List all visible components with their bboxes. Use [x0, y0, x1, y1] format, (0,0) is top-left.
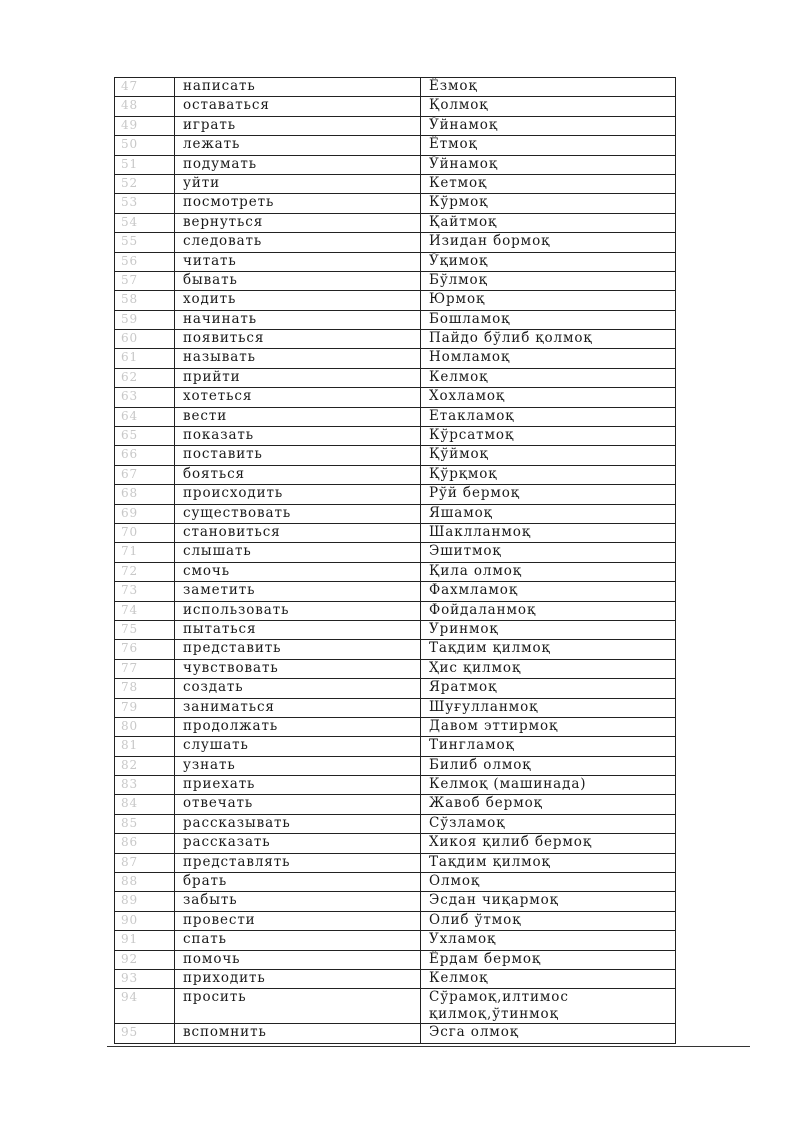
russian-word: рассказать: [175, 834, 421, 853]
row-number: 59: [115, 310, 175, 329]
russian-word: ходить: [175, 291, 421, 310]
uzbek-translation: Шаклланмоқ: [421, 523, 676, 542]
russian-word: играть: [175, 116, 421, 135]
uzbek-translation: Сўзламоқ: [421, 814, 676, 833]
russian-word: написать: [175, 78, 421, 97]
uzbek-translation: Рўй бермоқ: [421, 485, 676, 504]
row-number: 83: [115, 776, 175, 795]
russian-word: рассказывать: [175, 814, 421, 833]
uzbek-translation: Пайдо бўлиб қолмоқ: [421, 330, 676, 349]
table-row: [115, 873, 676, 892]
russian-word: становиться: [175, 523, 421, 542]
uzbek-translation: Билиб олмоқ: [421, 756, 676, 775]
russian-word: появиться: [175, 330, 421, 349]
uzbek-translation: Қайтмоқ: [421, 213, 676, 232]
russian-word: следовать: [175, 233, 421, 252]
row-number: 95: [115, 1024, 175, 1043]
table-row: [115, 291, 676, 310]
row-number: 64: [115, 407, 175, 426]
uzbek-translation: Келмоқ: [421, 368, 676, 387]
row-number: 80: [115, 717, 175, 736]
russian-word: приходить: [175, 969, 421, 988]
row-number: 67: [115, 465, 175, 484]
row-number: 69: [115, 504, 175, 523]
uzbek-translation: Кўрмоқ: [421, 194, 676, 213]
table-row: [115, 194, 676, 213]
row-number: 52: [115, 174, 175, 193]
uzbek-translation: Эсга олмоқ: [421, 1024, 676, 1043]
table-row: [115, 465, 676, 484]
uzbek-translation: Ётмоқ: [421, 136, 676, 155]
vocabulary-table-body: [115, 78, 676, 1044]
russian-word: помочь: [175, 950, 421, 969]
row-number: 47: [115, 78, 175, 97]
russian-word: посмотреть: [175, 194, 421, 213]
uzbek-translation: Кўрсатмоқ: [421, 427, 676, 446]
row-number: 63: [115, 388, 175, 407]
table-row: [115, 407, 676, 426]
uzbek-translation: Тақдим қилмоқ: [421, 640, 676, 659]
table-row: [115, 310, 676, 329]
uzbek-translation: Давом эттирмоқ: [421, 717, 676, 736]
uzbek-translation: Эшитмоқ: [421, 543, 676, 562]
russian-word: пытаться: [175, 620, 421, 639]
russian-word: слушать: [175, 737, 421, 756]
table-row: [115, 620, 676, 639]
russian-word: просить: [175, 989, 421, 1024]
table-row: [115, 834, 676, 853]
uzbek-translation: Кетмоқ: [421, 174, 676, 193]
table-row: [115, 737, 676, 756]
russian-word: уйти: [175, 174, 421, 193]
row-number: 54: [115, 213, 175, 232]
uzbek-translation: Ўйнамоқ: [421, 116, 676, 135]
uzbek-translation: Сўрамоқ,илтимос қилмоқ,ўтинмоқ: [421, 989, 676, 1024]
russian-word: лежать: [175, 136, 421, 155]
russian-word: узнать: [175, 756, 421, 775]
row-number: 58: [115, 291, 175, 310]
russian-word: показать: [175, 427, 421, 446]
bottom-rule: [107, 1046, 750, 1047]
uzbek-translation: Қолмоқ: [421, 97, 676, 116]
russian-word: существовать: [175, 504, 421, 523]
russian-word: приехать: [175, 776, 421, 795]
table-row: [115, 698, 676, 717]
uzbek-translation: Қила олмоқ: [421, 562, 676, 581]
table-row: [115, 892, 676, 911]
russian-word: начинать: [175, 310, 421, 329]
row-number: 57: [115, 271, 175, 290]
row-number: 78: [115, 679, 175, 698]
uzbek-translation: Қўрқмоқ: [421, 465, 676, 484]
uzbek-translation: Фахмламоқ: [421, 582, 676, 601]
table-row: [115, 349, 676, 368]
row-number: 91: [115, 931, 175, 950]
russian-word: чувствовать: [175, 659, 421, 678]
russian-word: заниматься: [175, 698, 421, 717]
russian-word: вернуться: [175, 213, 421, 232]
row-number: 73: [115, 582, 175, 601]
row-number: 85: [115, 814, 175, 833]
row-number: 87: [115, 853, 175, 872]
table-row: [115, 78, 676, 97]
uzbek-translation: Ёзмоқ: [421, 78, 676, 97]
table-row: [115, 155, 676, 174]
table-row: [115, 931, 676, 950]
russian-word: создать: [175, 679, 421, 698]
row-number: 94: [115, 989, 175, 1024]
russian-word: вести: [175, 407, 421, 426]
vocabulary-table: [114, 77, 676, 1044]
row-number: 53: [115, 194, 175, 213]
russian-word: смочь: [175, 562, 421, 581]
uzbek-translation: Келмоқ: [421, 969, 676, 988]
uzbek-translation: Яратмоқ: [421, 679, 676, 698]
table-row: [115, 795, 676, 814]
russian-word: продолжать: [175, 717, 421, 736]
uzbek-translation: Хохламоқ: [421, 388, 676, 407]
uzbek-translation: Ўқимоқ: [421, 252, 676, 271]
uzbek-translation: Номламоқ: [421, 349, 676, 368]
table-row: [115, 427, 676, 446]
uzbek-translation: Уринмоқ: [421, 620, 676, 639]
row-number: 81: [115, 737, 175, 756]
table-row: [115, 679, 676, 698]
row-number: 84: [115, 795, 175, 814]
russian-word: поставить: [175, 446, 421, 465]
table-row: [115, 485, 676, 504]
table-row: [115, 523, 676, 542]
russian-word: бояться: [175, 465, 421, 484]
row-number: 77: [115, 659, 175, 678]
table-row: [115, 330, 676, 349]
table-row: [115, 271, 676, 290]
table-row: [115, 911, 676, 930]
russian-word: происходить: [175, 485, 421, 504]
uzbek-translation: Келмоқ (машинада): [421, 776, 676, 795]
uzbek-translation: Шуғулланмоқ: [421, 698, 676, 717]
uzbek-translation: Бошламоқ: [421, 310, 676, 329]
row-number: 86: [115, 834, 175, 853]
uzbek-translation: Ёрдам бермоқ: [421, 950, 676, 969]
table-row: [115, 640, 676, 659]
table-row: [115, 717, 676, 736]
table-row: [115, 97, 676, 116]
table-row: [115, 368, 676, 387]
uzbek-translation: Тингламоқ: [421, 737, 676, 756]
table-row: [115, 814, 676, 833]
table-row: [115, 853, 676, 872]
russian-word: спать: [175, 931, 421, 950]
table-row: [115, 136, 676, 155]
table-row: [115, 252, 676, 271]
uzbek-translation: Бўлмоқ: [421, 271, 676, 290]
table-row: [115, 601, 676, 620]
row-number: 56: [115, 252, 175, 271]
uzbek-translation: Ҳис қилмоқ: [421, 659, 676, 678]
row-number: 71: [115, 543, 175, 562]
uzbek-translation: Яшамоқ: [421, 504, 676, 523]
uzbek-translation: Етакламоқ: [421, 407, 676, 426]
table-row: [115, 659, 676, 678]
table-row: [115, 446, 676, 465]
row-number: 92: [115, 950, 175, 969]
russian-word: бывать: [175, 271, 421, 290]
russian-word: читать: [175, 252, 421, 271]
table-row: [115, 543, 676, 562]
uzbek-translation: Ухламоқ: [421, 931, 676, 950]
table-row: [115, 1024, 676, 1043]
russian-word: представить: [175, 640, 421, 659]
row-number: 62: [115, 368, 175, 387]
row-number: 75: [115, 620, 175, 639]
uzbek-translation: Юрмоқ: [421, 291, 676, 310]
russian-word: брать: [175, 873, 421, 892]
russian-word: отвечать: [175, 795, 421, 814]
uzbek-translation: Жавоб бермоқ: [421, 795, 676, 814]
row-number: 60: [115, 330, 175, 349]
row-number: 72: [115, 562, 175, 581]
row-number: 51: [115, 155, 175, 174]
table-row: [115, 776, 676, 795]
row-number: 65: [115, 427, 175, 446]
uzbek-translation: Фойдаланмоқ: [421, 601, 676, 620]
russian-word: называть: [175, 349, 421, 368]
table-row: [115, 969, 676, 988]
table-row: [115, 504, 676, 523]
russian-word: провести: [175, 911, 421, 930]
russian-word: оставаться: [175, 97, 421, 116]
table-row: [115, 174, 676, 193]
table-row: [115, 950, 676, 969]
russian-word: подумать: [175, 155, 421, 174]
russian-word: прийти: [175, 368, 421, 387]
russian-word: хотеться: [175, 388, 421, 407]
russian-word: заметить: [175, 582, 421, 601]
table-row: [115, 562, 676, 581]
uzbek-translation: Олиб ўтмоқ: [421, 911, 676, 930]
russian-word: использовать: [175, 601, 421, 620]
row-number: 89: [115, 892, 175, 911]
russian-word: вспомнить: [175, 1024, 421, 1043]
uzbek-translation: Изидан бормоқ: [421, 233, 676, 252]
russian-word: слышать: [175, 543, 421, 562]
row-number: 82: [115, 756, 175, 775]
uzbek-translation: Эсдан чиқармоқ: [421, 892, 676, 911]
uzbek-translation: Ўйнамоқ: [421, 155, 676, 174]
table-row: [115, 989, 676, 1024]
table-row: [115, 116, 676, 135]
table-row: [115, 582, 676, 601]
uzbek-translation: Тақдим қилмоқ: [421, 853, 676, 872]
uzbek-translation: Қўймоқ: [421, 446, 676, 465]
row-number: 93: [115, 969, 175, 988]
table-row: [115, 233, 676, 252]
row-number: 76: [115, 640, 175, 659]
row-number: 55: [115, 233, 175, 252]
table-row: [115, 388, 676, 407]
row-number: 70: [115, 523, 175, 542]
russian-word: представлять: [175, 853, 421, 872]
row-number: 88: [115, 873, 175, 892]
uzbek-translation: Олмоқ: [421, 873, 676, 892]
row-number: 48: [115, 97, 175, 116]
row-number: 49: [115, 116, 175, 135]
row-number: 61: [115, 349, 175, 368]
row-number: 50: [115, 136, 175, 155]
row-number: 79: [115, 698, 175, 717]
row-number: 66: [115, 446, 175, 465]
uzbek-translation: Хикоя қилиб бермоқ: [421, 834, 676, 853]
row-number: 74: [115, 601, 175, 620]
row-number: 90: [115, 911, 175, 930]
table-row: [115, 213, 676, 232]
row-number: 68: [115, 485, 175, 504]
table-row: [115, 756, 676, 775]
russian-word: забыть: [175, 892, 421, 911]
